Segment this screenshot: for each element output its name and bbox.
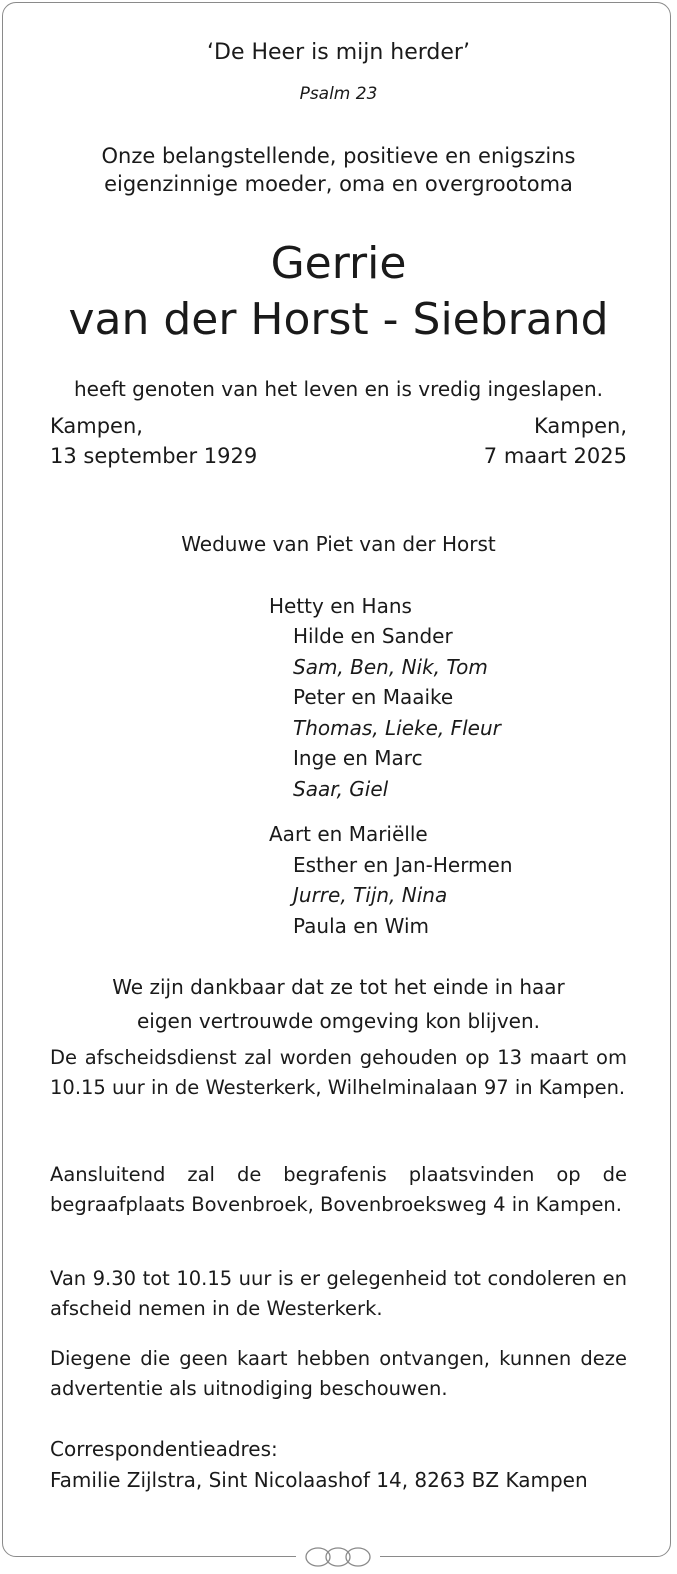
family-couple: Peter en Maaike [293,685,454,709]
birth-date: 13 september 1929 [50,444,258,468]
death-place: Kampen, [534,414,627,438]
family-grandchildren: Thomas, Lieke, Fleur [293,716,501,740]
deceased-full-name: van der Horst - Siebrand [68,294,609,345]
family-couple: Hilde en Sander [293,624,453,648]
condolence-paragraph: Van 9.30 tot 10.15 uur is er gelegenheid tot condoleren en afscheid nemen in de Westerkerk. [50,1267,627,1320]
family-grandchildren: Sam, Ben, Nik, Tom [293,655,488,679]
passing-text: heeft genoten van het leven en is vredig ingeslapen. [73,377,603,401]
burial-paragraph: Aansluitend zal de begrafenis plaatsvinden op de begraafplaats Bovenbroek, Bovenbroeksweg 4 in Kampen. [50,1163,627,1216]
ornament-icon [296,1544,380,1570]
family-grandchildren: Jurre, Tijn, Nina [293,883,448,907]
invitation-paragraph: Diegene die geen kaart hebben ontvangen, kunnen deze advertentie als uitnodiging beschouwen. [50,1347,627,1400]
family-parents: Hetty en Hans [269,594,412,618]
thanks-line-2: eigen vertrouwde omgeving kon blijven. [136,1009,541,1033]
service-paragraph: De afscheidsdienst zal worden gehouden op 13 maart om 10.15 uur in de Westerkerk, Wilhelminalaan 97 in Kampen. [50,1046,627,1099]
bible-quote: ‘De Heer is mijn herder’ [207,40,470,65]
death-date: 7 maart 2025 [483,444,627,468]
thanks-line-1: We zijn dankbaar dat ze tot het einde in haar [112,975,565,999]
intro-line-2: eigenzinnige moeder, oma en overgrootoma [104,172,573,196]
quote-source: Psalm 23 [299,84,378,104]
birth-place: Kampen, [50,414,143,438]
widow-of: Weduwe van Piet van der Horst [181,532,496,556]
correspondence-label: Correspondentieadres: [50,1437,278,1461]
family-grandchildren: Saar, Giel [293,777,389,801]
family-parents: Aart en Mariëlle [269,822,428,846]
family-couple: Esther en Jan-Hermen [293,853,513,877]
correspondence-address: Familie Zijlstra, Sint Nicolaashof 14, 8263 BZ Kampen [50,1468,588,1492]
intro-line-1: Onze belangstellende, positieve en enigszins [101,144,576,168]
deceased-first-name: Gerrie [270,238,407,289]
family-couple: Paula en Wim [293,914,429,938]
family-couple: Inge en Marc [293,746,423,770]
